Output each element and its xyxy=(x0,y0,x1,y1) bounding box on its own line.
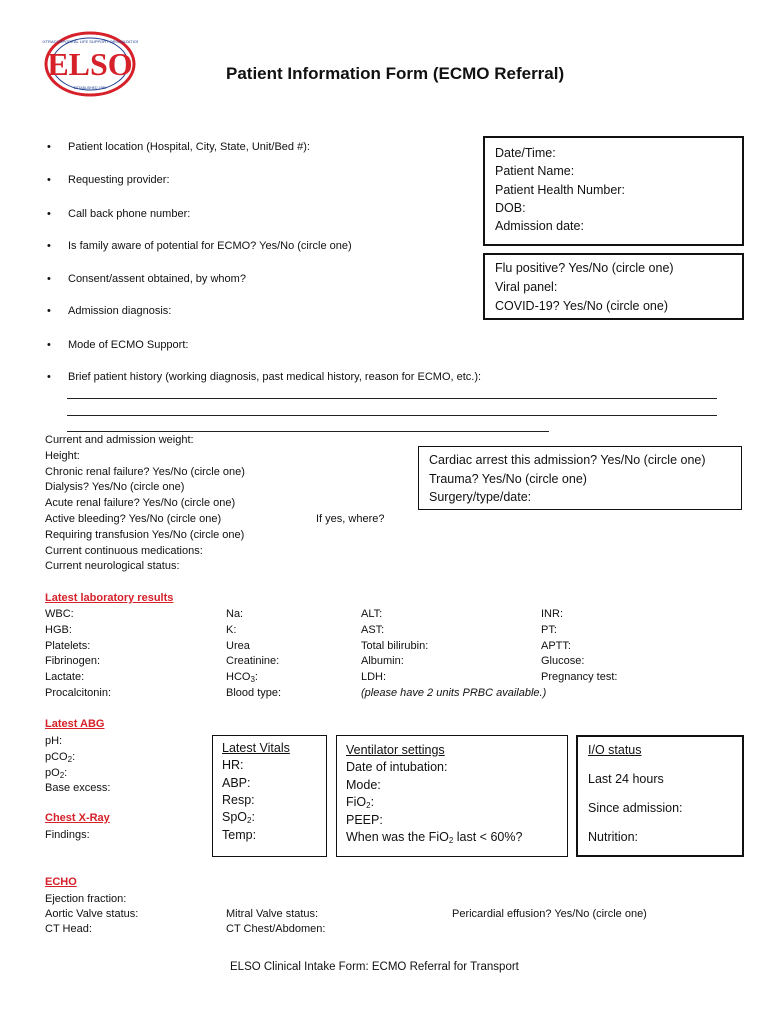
svg-text:EXTRACORPOREAL LIFE SUPPORT OR: EXTRACORPOREAL LIFE SUPPORT ORGANIZATION xyxy=(42,39,138,44)
io-heading: I/O status xyxy=(588,743,642,757)
list-item: • Is family aware of potential for ECMO? Yes/No (circle one) xyxy=(47,240,352,252)
na-label: Na: xyxy=(226,608,244,620)
history-line-2[interactable] xyxy=(67,415,717,416)
bleeding-where-label: If yes, where? xyxy=(316,513,385,525)
list-item: • Patient location (Hospital, City, State, Unit/Bed #): xyxy=(47,141,310,153)
page-footer: ELSO Clinical Intake Form: ECMO Referral for Transport xyxy=(230,961,519,973)
since-admission-label: Since admission: xyxy=(588,801,683,815)
weight-label: Current and admission weight: xyxy=(45,434,194,446)
blood-type-label: Blood type: xyxy=(226,686,282,699)
spo2-label: SpO$_2$: xyxy=(222,810,255,825)
page-title: Patient Information Form (ECMO Referral) xyxy=(226,64,565,83)
labs-col-4 xyxy=(541,607,617,686)
platelets-label: Platelets: xyxy=(45,639,91,652)
urea-label: Urea xyxy=(226,639,250,652)
viral-panel-label: Viral panel: xyxy=(495,280,558,294)
elso-logo xyxy=(42,30,138,100)
bilirubin-label: Total bilirubin: xyxy=(361,639,429,652)
fibrinogen-label: Fibrinogen: xyxy=(45,655,101,668)
io-status-box xyxy=(576,735,744,857)
labs-heading: Latest laboratory results xyxy=(45,592,174,604)
list-item: • Call back phone number: xyxy=(47,208,191,220)
list-item: • Consent/assent obtained, by whom? xyxy=(47,273,246,285)
ph-label: pH: xyxy=(45,735,63,747)
ldh-label: LDH: xyxy=(361,671,387,684)
wbc-label: WBC: xyxy=(45,608,74,620)
glucose-label: Glucose: xyxy=(541,655,585,668)
date-time-label: Date/Time: xyxy=(495,146,556,160)
ast-label: AST: xyxy=(361,623,385,636)
medications-label: Current continuous medications: xyxy=(45,544,203,557)
vent-mode-label: Mode: xyxy=(346,778,381,792)
height-label: Height: xyxy=(45,449,80,462)
aortic-valve-label: Aortic Valve status: xyxy=(45,908,139,920)
last-24-hours-label: Last 24 hours xyxy=(588,772,664,786)
peep-label: PEEP: xyxy=(346,813,383,827)
alt-label: ALT: xyxy=(361,608,383,620)
abg-section xyxy=(45,734,110,797)
prbc-note: (please have 2 units PRBC available.) xyxy=(361,686,547,699)
albumin-label: Albumin: xyxy=(361,655,404,668)
flu-positive-label: Flu positive? Yes/No (circle one) xyxy=(495,261,674,275)
ejection-fraction-label: Ejection fraction: xyxy=(45,893,127,905)
general-section xyxy=(45,433,245,575)
dob-label: DOB: xyxy=(495,201,526,215)
aptt-label: APTT: xyxy=(541,639,571,652)
nutrition-label: Nutrition: xyxy=(588,830,639,844)
abg-heading: Latest ABG xyxy=(45,718,105,730)
hgb-label: HGB: xyxy=(45,623,72,636)
transfusion-label: Requiring transfusion Yes/No (circle one) xyxy=(45,528,245,541)
acute-renal-label: Acute renal failure? Yes/No (circle one) xyxy=(45,497,236,510)
labs-col-1 xyxy=(45,607,111,702)
svg-text:ESTABLISHED 1989: ESTABLISHED 1989 xyxy=(73,86,107,90)
surgery-label: Surgery/type/date: xyxy=(429,490,532,504)
history-line-1[interactable] xyxy=(67,398,717,399)
chronic-renal-label: Chronic renal failure? Yes/No (circle one) xyxy=(45,465,245,478)
trauma-label: Trauma? Yes/No (circle one) xyxy=(429,472,587,486)
fio2-label: FiO$_2$: xyxy=(346,795,375,810)
labs-col-3 xyxy=(361,607,546,702)
list-item: • Mode of ECMO Support: xyxy=(47,339,189,351)
svg-text:ELSO: ELSO xyxy=(47,46,133,82)
admission-date-label: Admission date: xyxy=(495,219,584,233)
inr-label: INR: xyxy=(541,608,563,620)
list-item: • Brief patient history (working diagnosis, past medical history, reason for ECMO, etc.): xyxy=(47,371,482,383)
cardiac-arrest-label: Cardiac arrest this admission? Yes/No (circle one) xyxy=(429,453,706,467)
mitral-valve-label: Mitral Valve status: xyxy=(226,908,319,920)
elso-logo-mark xyxy=(42,30,138,100)
history-line-3[interactable] xyxy=(67,431,549,432)
temp-label: Temp: xyxy=(222,828,257,842)
lactate-label: Lactate: xyxy=(45,671,85,684)
list-item: • Requesting provider: xyxy=(47,174,170,186)
k-label: K: xyxy=(226,623,237,636)
po2-label: $pO_2$: xyxy=(45,766,68,780)
pco2-label: pCO$_2$: xyxy=(45,750,76,764)
hr-label: HR: xyxy=(222,758,244,772)
neuro-status-label: Current neurological status: xyxy=(45,560,180,573)
list-item: • Admission diagnosis: xyxy=(47,305,172,317)
hco3-label: $HCO_3$: xyxy=(226,671,258,685)
intubation-date-label: Date of intubation: xyxy=(346,760,448,774)
covid-label: COVID-19? Yes/No (circle one) xyxy=(495,299,668,313)
ct-chest-label: CT Chest/Abdomen: xyxy=(226,923,326,935)
vitals-box xyxy=(212,735,327,857)
active-bleeding-label: Active bleeding? Yes/No (circle one) xyxy=(45,512,222,525)
pericardial-effusion-label: Pericardial effusion? Yes/No (circle one) xyxy=(452,908,647,920)
procalcitonin-label: Procalcitonin: xyxy=(45,686,112,699)
xray-heading: Chest X-Ray xyxy=(45,812,110,824)
resp-label: Resp: xyxy=(222,793,255,807)
pt-label: PT: xyxy=(541,623,557,636)
ct-head-label: CT Head: xyxy=(45,923,92,935)
echo-heading: ECHO xyxy=(45,876,77,888)
vitals-heading: Latest Vitals xyxy=(222,741,290,755)
base-excess-label: Base excess: xyxy=(45,782,111,795)
cardiac-box xyxy=(418,446,742,510)
dialysis-label: Dialysis? Yes/No (circle one) xyxy=(45,481,185,494)
patient-name-label: Patient Name: xyxy=(495,164,575,178)
findings-label: Findings: xyxy=(45,829,90,841)
labs-col-2 xyxy=(226,607,281,702)
health-number-label: Patient Health Number: xyxy=(495,183,625,197)
flu-box xyxy=(483,253,744,320)
ventilator-box xyxy=(336,735,568,857)
pregnancy-test-label: Pregnancy test: xyxy=(541,671,618,684)
fio2-under-60-label: When was the FiO$_2$ last < 60%? xyxy=(346,830,523,845)
vent-heading: Ventilator settings xyxy=(346,743,445,757)
abp-label: ABP: xyxy=(222,776,251,790)
patient-info-box xyxy=(483,136,744,246)
creatinine-label: Creatinine: xyxy=(226,655,280,668)
